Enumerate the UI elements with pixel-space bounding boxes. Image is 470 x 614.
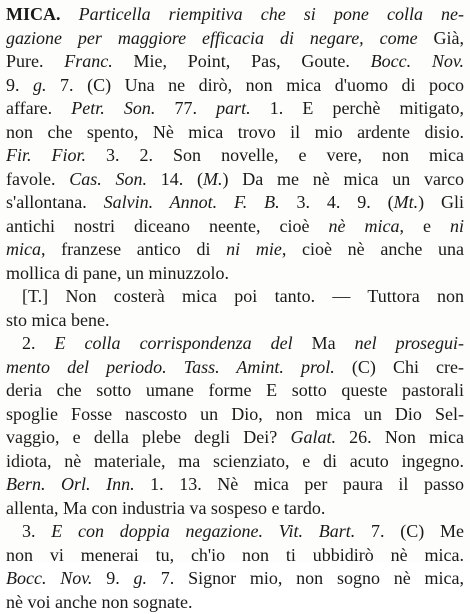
- text-segment: 3. 4. 9. (: [279, 192, 394, 212]
- text-line: [6, 590, 464, 614]
- text-segment: s'allontana.: [6, 192, 104, 212]
- text-segment: 7. (C) Me: [355, 521, 464, 541]
- italic-text: Bern. Orl. Inn.: [6, 474, 135, 494]
- headword: MICA.: [6, 4, 61, 24]
- text-line: [6, 261, 464, 285]
- text-line: [22, 331, 464, 355]
- text-segment: 7. Signor mio, non sogno nè mica,: [147, 568, 464, 588]
- text-segment: Ma: [292, 333, 355, 353]
- text-line: [6, 120, 464, 144]
- italic-text: Mt.: [393, 192, 419, 212]
- text-segment: 9.: [6, 74, 34, 95]
- text-line: [6, 26, 464, 50]
- italic-text: Tass. Amint. prol.: [183, 356, 335, 377]
- text-line: [6, 402, 464, 426]
- text-segment: vaggio, e della plebe degli Dei?: [6, 427, 291, 447]
- text-segment: ) Gli: [418, 192, 464, 212]
- italic-text: mento del periodo.: [6, 356, 167, 377]
- italic-text: Vit. Bart.: [278, 521, 356, 541]
- text-line: [6, 96, 464, 120]
- text-line: [6, 378, 464, 402]
- italic-text: Franc.: [64, 51, 113, 71]
- text-segment: spoglie Fosse nascosto un Dio, non mica un Dio Sel-: [6, 403, 464, 424]
- italic-text: Fir. Fior.: [6, 145, 87, 165]
- italic-text: E con doppia negazione.: [51, 521, 264, 541]
- text-segment: [61, 4, 79, 24]
- text-line: [6, 566, 464, 590]
- text-segment: , cioè nè anche una: [281, 239, 464, 259]
- italic-text: Particella riempitiva che si pone colla ne-: [78, 4, 464, 24]
- text-line: [6, 167, 464, 191]
- text-line: [22, 284, 464, 308]
- text-segment: deria che sotto umane forme E sotto queste pastorali: [6, 380, 464, 400]
- text-line: [6, 496, 464, 520]
- text-segment: non vi menerai tu, ch'io non ti ubbidirò nè mica.: [6, 544, 464, 565]
- italic-text: part.: [216, 98, 251, 118]
- text-line: [22, 519, 464, 543]
- italic-text: Petr. Son.: [71, 98, 156, 118]
- italic-text: Bocc. Nov.: [370, 51, 464, 71]
- text-line: [6, 190, 464, 214]
- text-segment: Già,: [417, 27, 464, 48]
- italic-text: Galat.: [290, 427, 336, 447]
- italic-text: nel prosegui-: [354, 333, 464, 353]
- text-segment: allenta, Ma con industria va sospeso e tardo.: [6, 497, 326, 518]
- text-segment: favole.: [6, 168, 70, 189]
- text-segment: 14. (: [147, 168, 204, 189]
- text-segment: , franzese antico di: [41, 239, 227, 259]
- italic-text: M.: [203, 168, 223, 189]
- text-segment: , e: [399, 215, 450, 236]
- text-segment: mollica di pane, un minuzzolo.: [6, 262, 229, 283]
- text-segment: [T.] Non costerà mica poi tanto. — Tuttora non: [22, 286, 464, 306]
- text-line: [6, 143, 464, 167]
- italic-text: Cas. Son.: [69, 168, 148, 189]
- text-segment: sto mica bene.: [6, 309, 110, 330]
- text-line: [6, 73, 464, 97]
- italic-text: mica: [6, 239, 41, 259]
- text-line: [6, 308, 464, 332]
- text-segment: 1. 13. Nè mica per paura il passo: [134, 474, 464, 494]
- text-segment: nè voi anche non sognate.: [6, 591, 193, 612]
- text-segment: antichi nostri diceano neente, cioè: [6, 215, 329, 236]
- italic-text: gazione per maggiore efficacia di negare, come: [6, 27, 418, 48]
- text-line: [6, 214, 464, 238]
- text-line: [6, 237, 464, 261]
- italic-text: g.: [33, 74, 47, 95]
- text-segment: 2.: [22, 333, 55, 353]
- text-line: [6, 543, 464, 567]
- text-segment: 9.: [92, 568, 134, 588]
- text-segment: Mie, Point, Pas, Goute.: [112, 51, 371, 71]
- text-segment: [263, 521, 279, 541]
- text-line: [6, 2, 464, 26]
- italic-text: Salvin. Annot. F. B.: [103, 192, 280, 212]
- text-segment: idiota, nè materiale, ma scienziato, e di acuto ingegno.: [6, 450, 464, 471]
- text-segment: 7. (C) Una ne dirò, non mica d'uomo di poco: [46, 74, 464, 95]
- text-line: [6, 49, 464, 73]
- text-segment: 3. 2. Son novelle, e vere, non mica: [86, 145, 464, 165]
- text-segment: ) Da me nè mica un varco: [222, 168, 464, 189]
- text-segment: 26. Non mica: [335, 427, 464, 447]
- text-segment: 3.: [22, 521, 52, 541]
- italic-text: E colla corrispondenza del: [54, 333, 293, 353]
- text-segment: affare.: [6, 98, 72, 118]
- italic-text: ni: [449, 215, 464, 236]
- text-segment: Pure.: [6, 51, 65, 71]
- italic-text: nè mica: [328, 215, 400, 236]
- text-segment: non che spento, Nè mica trovo il mio ardente disio.: [6, 121, 464, 142]
- italic-text: Bocc. Nov.: [6, 568, 93, 588]
- text-line: [6, 449, 464, 473]
- text-line: [6, 355, 464, 379]
- text-segment: [167, 357, 184, 377]
- text-line: [6, 472, 464, 496]
- text-segment: (C) Chi cre-: [334, 356, 464, 377]
- text-segment: 1. E perchè mitigato,: [250, 98, 464, 118]
- italic-text: ni mie: [226, 239, 282, 259]
- italic-text: g.: [133, 568, 147, 588]
- text-line: [6, 425, 464, 449]
- text-segment: 77.: [155, 98, 217, 118]
